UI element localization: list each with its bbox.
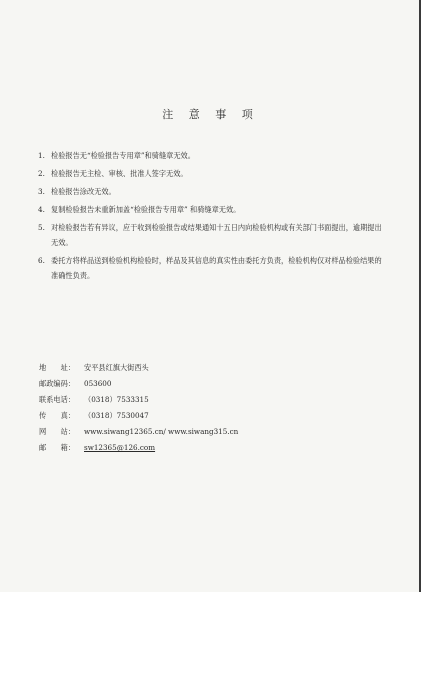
notice-text: 检验报告无主检、审核、批准人签字无效。: [51, 169, 188, 178]
notice-number: 6.: [38, 256, 45, 265]
notice-item-2: [38, 166, 383, 181]
contact-address: [39, 360, 369, 376]
notice-text: 复制检验报告未重新加盖“检验报告专用章” 和骑缝章无效。: [51, 205, 241, 214]
address-value: 安平县红旗大街西头: [84, 363, 149, 372]
postcode-value: 053600: [84, 379, 112, 388]
email-link[interactable]: sw12365@126.com: [84, 443, 156, 452]
fax-value: （0318）7530047: [84, 411, 149, 420]
page-title: 注 意 事 项: [162, 108, 259, 121]
notice-item-5: [38, 220, 383, 250]
notice-list: [38, 148, 383, 286]
notice-item-6: [38, 253, 383, 283]
notice-item-4: [38, 202, 383, 217]
notice-text: 检验报告涂改无效。: [51, 187, 116, 196]
notice-number: 4.: [38, 205, 45, 214]
notice-item-3: [38, 184, 383, 199]
notice-number: 5.: [38, 223, 45, 232]
notice-number: 1.: [38, 151, 45, 160]
notice-number: 3.: [38, 187, 45, 196]
notice-number: 2.: [38, 169, 45, 178]
contact-label: 邮政编码：: [39, 379, 75, 388]
contact-phone: [39, 392, 369, 408]
contact-info: [39, 360, 369, 456]
notice-text: 委托方将样品送到检验机构检验时，样品及其信息的真实性由委托方负责，检验机构仅对样品检验结果的准确性负责。: [51, 256, 382, 280]
notice-item-1: [38, 148, 383, 163]
notice-text: 对检验报告若有异议，应于收到检验报告或结果通知十五日内向检验机构或有关部门书面提出，逾期提出无效。: [51, 223, 382, 247]
contact-email: [39, 440, 369, 456]
contact-label: 传 真：: [39, 411, 75, 420]
notice-text: 检验报告无“检验报告专用章”和骑缝章无效。: [51, 151, 195, 160]
contact-fax: [39, 408, 369, 424]
contact-website: [39, 424, 369, 440]
contact-label: 联系电话：: [39, 395, 75, 404]
contact-postcode: [39, 376, 369, 392]
phone-value: （0318）7533315: [84, 395, 149, 404]
contact-label: 邮 箱：: [39, 443, 75, 452]
website-link[interactable]: www.siwang12365.cn/ www.siwang315.cn: [84, 427, 239, 436]
contact-label: 网 站：: [39, 427, 75, 436]
contact-label: 地 址：: [39, 363, 75, 372]
